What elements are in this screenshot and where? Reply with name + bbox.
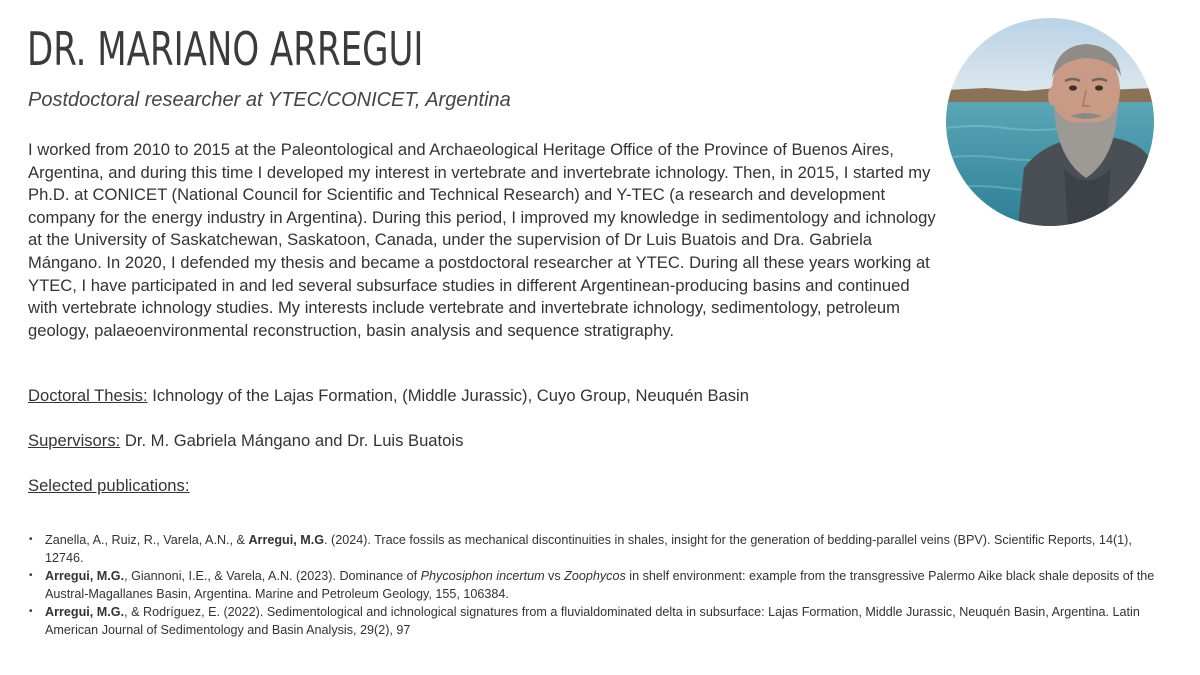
- sky: [946, 18, 1154, 98]
- profile-photo-illustration: [946, 18, 1154, 226]
- doctoral-thesis-line: [28, 386, 749, 406]
- profile-photo-icon: [946, 18, 1154, 226]
- doctoral-thesis-value: Ichnology of the Lajas Formation, (Middle Jurassic), Cuyo Group, Neuquén Basin: [152, 386, 749, 405]
- position-subtitle: Postdoctoral researcher at YTEC/CONICET, Argentina: [28, 89, 511, 111]
- doctoral-thesis-label: Doctoral Thesis:: [28, 386, 148, 405]
- publication-author-highlight: Arregui, M.G.: [45, 569, 125, 583]
- eye: [1095, 85, 1103, 90]
- publications-list: [28, 531, 1158, 639]
- page-title: DR. MARIANO ARREGUI: [27, 22, 424, 76]
- publication-taxon-italic: Phycosiphon incertum: [420, 569, 545, 583]
- publication-authors: Zanella, A., Ruiz, R., Varela, A.N., &: [45, 533, 249, 547]
- supervisors-line: [28, 431, 463, 451]
- selected-publications-label: Selected publications:: [28, 476, 190, 495]
- publication-item: [28, 603, 1158, 639]
- supervisors-label: Supervisors:: [28, 431, 121, 450]
- selected-publications-heading: [28, 476, 189, 496]
- publication-citation: , & Rodríguez, E. (2022). Sedimentological and ichnological signatures from a fluvialdominated delta in subsurface: Lajas Formation, Middle Jurassic, Neuquén Basin, Argentina. Latin American Journal of Sedimentology and Basin Analysis, 29(2), 97: [45, 605, 1140, 637]
- publication-citation: vs: [544, 569, 565, 583]
- publication-taxon-italic: Zoophycos: [564, 569, 626, 583]
- publication-citation: . (2024). Trace fossils as mechanical discontinuities in shales, insight for the generation of bedding-parallel veins (BPV). Scientific Reports, 14(1), 12746.: [45, 533, 1132, 565]
- supervisors-value: Dr. M. Gabriela Mángano and Dr. Luis Buatois: [124, 431, 464, 450]
- publication-citation: , Giannoni, I.E., & Varela, A.N. (2023). Dominance of: [124, 569, 421, 583]
- publication-citation: in shelf environment: example from the transgressive Palermo Aike black shale deposits of the Austral-Magallanes Basin, Argentina. Marine and Petroleum Geology, 155, 106384.: [45, 569, 1155, 601]
- eye: [1069, 85, 1077, 90]
- publication-item: [28, 567, 1158, 603]
- publication-item: [28, 531, 1158, 567]
- publication-author-highlight: Arregui, M.G.: [45, 605, 125, 619]
- biography-paragraph: I worked from 2010 to 2015 at the Paleontological and Archaeological Heritage Office of the Province of Buenos Aires, Argentina, and during this time I developed my interest in vertebrate and invertebrate ichnology. Then, in 2015, I started my Ph.D. at CONICET (National Council for Scientific and Technical Research) and Y-TEC (a research and development company for the energy industry in Argentina). During this period, I improved my knowledge in sedimentology and ichnology at the University of Saskatchewan, Saskatoon, Canada, under the supervision of Dr Luis Buatois and Dra. Gabriela Mángano. In 2020, I defended my thesis and became a postdoctoral researcher at YTEC. During all these years working at YTEC, I have participated in and led several subsurface studies in different Argentinean-producing basins and continued with vertebrate ichnology studies. My interests include vertebrate and invertebrate ichnology, sedimentology, petroleum geology, palaeoenvironmental reconstruction, basin analysis and sequence stratigraphy.: [28, 140, 936, 340]
- publication-author-highlight: Arregui, M.G: [248, 533, 325, 547]
